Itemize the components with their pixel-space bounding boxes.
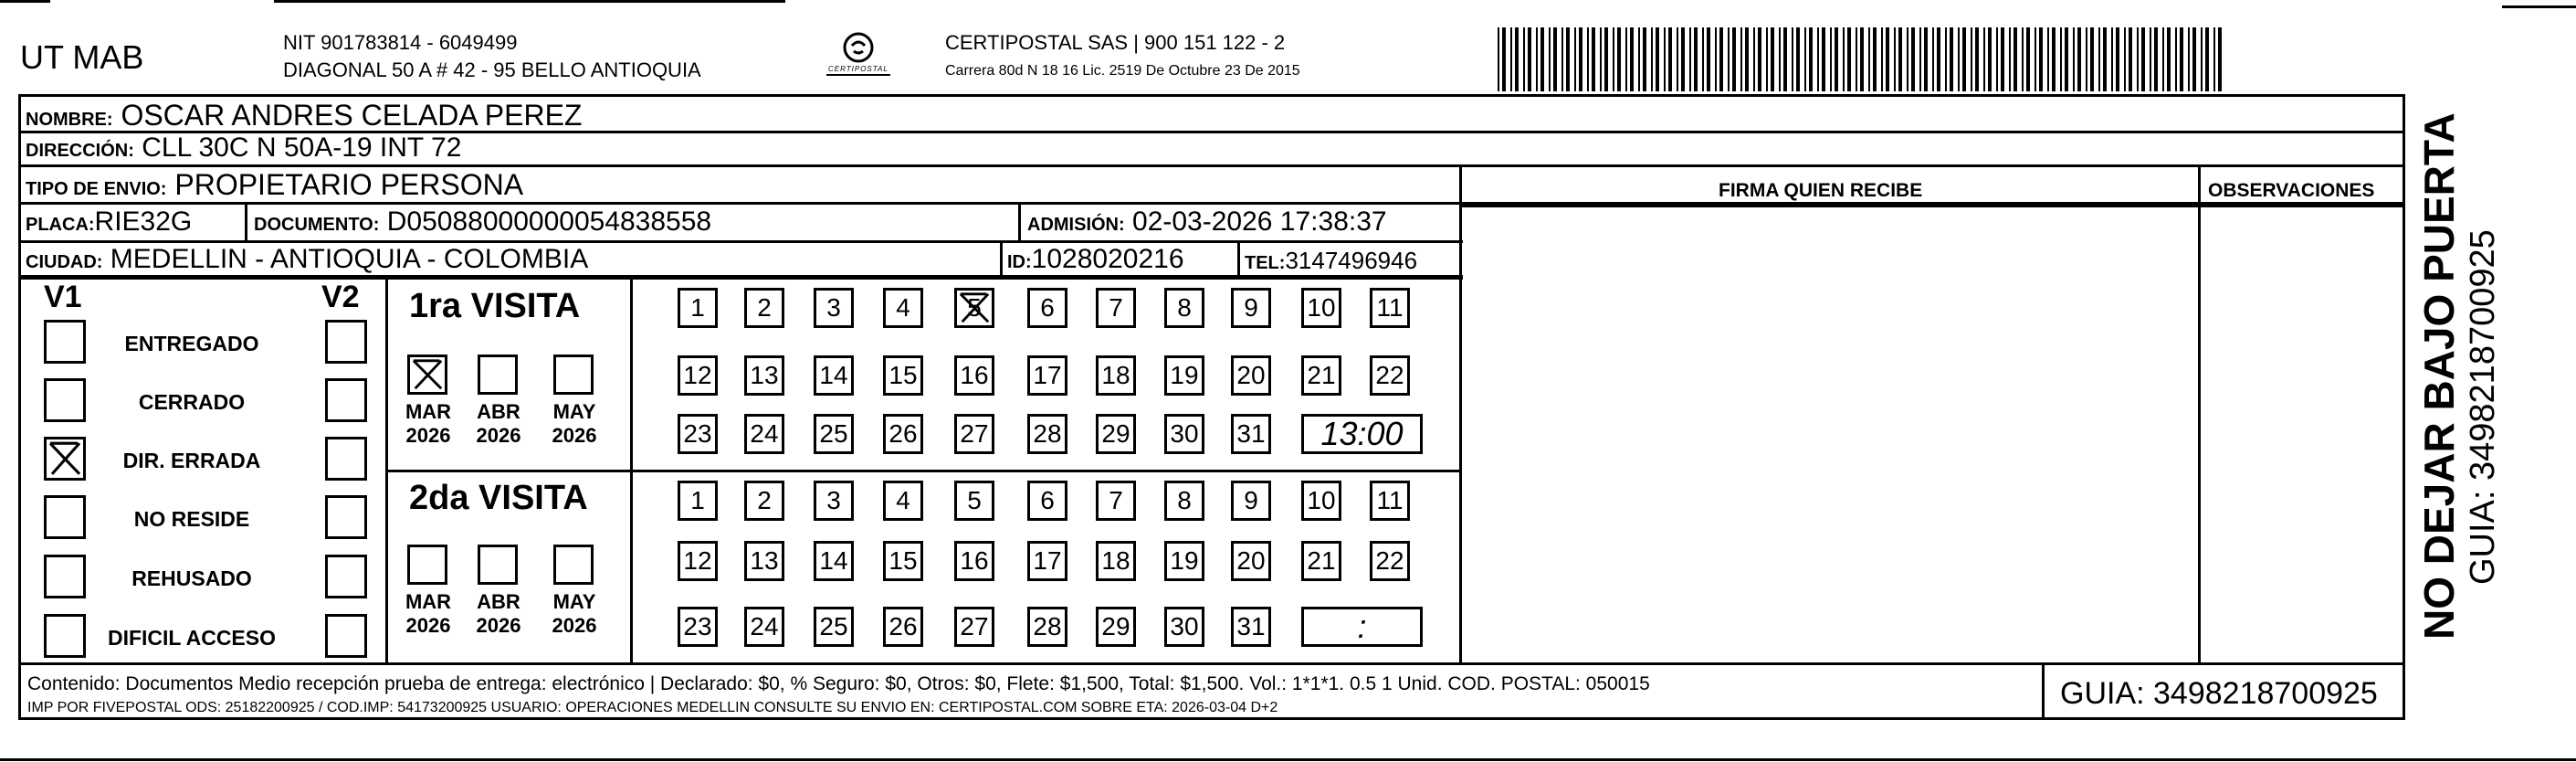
day-box[interactable] — [1027, 481, 1067, 521]
observaciones-header: OBSERVACIONES — [2208, 180, 2375, 201]
logo-text: CERTIPOSTAL — [828, 65, 888, 73]
day-number: 28 — [1033, 612, 1062, 640]
day-box[interactable] — [954, 288, 994, 328]
day-box[interactable] — [814, 607, 854, 647]
day-number: 3 — [826, 486, 841, 514]
month-checkbox[interactable] — [407, 545, 447, 585]
top-rule — [274, 0, 785, 3]
tel-value: 3147496946 — [1285, 247, 1418, 274]
day-number: 26 — [888, 419, 918, 448]
day-number: 25 — [819, 419, 848, 448]
month-year: 2026 — [405, 424, 451, 447]
day-number: 4 — [896, 293, 910, 322]
day-box[interactable] — [1231, 481, 1271, 521]
day-number: 15 — [888, 546, 918, 575]
nombre-row: NOMBRE: OSCAR ANDRES CELADA PEREZ — [26, 99, 583, 132]
day-box[interactable] — [1164, 541, 1204, 581]
day-number: 30 — [1170, 419, 1199, 448]
day-box[interactable] — [1027, 414, 1067, 454]
day-number: 27 — [960, 419, 989, 448]
day-box[interactable] — [1164, 607, 1204, 647]
day-number: 1 — [690, 293, 705, 322]
ciudad-cell: CIUDAD: MEDELLIN - ANTIOQUIA - COLOMBIA — [26, 244, 589, 274]
day-box[interactable] — [954, 355, 994, 396]
day-box[interactable] — [814, 355, 854, 396]
day-box[interactable] — [744, 541, 784, 581]
day-number: 19 — [1170, 361, 1199, 389]
v2-checkbox[interactable] — [325, 555, 367, 598]
day-number: 27 — [960, 612, 989, 640]
day-box[interactable] — [883, 355, 923, 396]
day-box[interactable] — [1231, 607, 1271, 647]
tel-divider — [1237, 240, 1240, 277]
month-checkbox[interactable] — [553, 355, 594, 395]
day-box[interactable] — [678, 607, 718, 647]
day-box[interactable] — [1164, 288, 1204, 328]
status-label: CERRADO — [138, 390, 246, 414]
day-number: 12 — [683, 546, 712, 575]
day-box[interactable] — [954, 607, 994, 647]
status-label: ENTREGADO — [124, 332, 259, 355]
day-number: 26 — [888, 612, 918, 640]
month-checkbox[interactable] — [407, 355, 447, 395]
status-label: REHUSADO — [131, 566, 252, 590]
status-label: DIR. ERRADA — [122, 449, 261, 472]
day-box[interactable] — [1027, 288, 1067, 328]
obs-left-rule — [2198, 164, 2201, 662]
v1-label: V1 — [44, 280, 82, 314]
check-mark-icon — [957, 291, 992, 325]
day-number: 21 — [1307, 361, 1336, 389]
visita2-title: 2da VISITA — [409, 479, 588, 517]
day-box[interactable] — [1096, 607, 1136, 647]
day-box[interactable] — [814, 288, 854, 328]
day-number: 14 — [819, 361, 848, 389]
direccion-row: DIRECCIÓN: CLL 30C N 50A-19 INT 72 — [26, 132, 462, 163]
day-number: 9 — [1244, 486, 1258, 514]
day-box[interactable] — [1231, 288, 1271, 328]
day-number: 18 — [1101, 361, 1130, 389]
day-box[interactable] — [883, 481, 923, 521]
day-box[interactable] — [1301, 355, 1341, 396]
day-box[interactable] — [1096, 481, 1136, 521]
day-box[interactable] — [1231, 414, 1271, 454]
day-number: 2 — [757, 293, 772, 322]
day-number: 29 — [1101, 419, 1130, 448]
day-box[interactable] — [814, 481, 854, 521]
day-box[interactable] — [954, 481, 994, 521]
day-box[interactable] — [1027, 355, 1067, 396]
id-cell: ID:1028020216 — [1007, 244, 1184, 274]
admision-value: 02-03-2026 17:38:37 — [1132, 206, 1387, 237]
month-label: MAR — [405, 400, 452, 423]
v2-label: V2 — [321, 280, 360, 314]
day-box[interactable] — [678, 288, 718, 328]
month-checkbox[interactable] — [553, 545, 594, 585]
day-number: 16 — [960, 361, 989, 389]
day-number: 9 — [1244, 293, 1258, 322]
day-box[interactable] — [1231, 355, 1271, 396]
day-number: 13 — [750, 361, 779, 389]
day-number: 10 — [1307, 486, 1336, 514]
month-label: ABR — [477, 590, 520, 613]
day-number: 6 — [1040, 486, 1055, 514]
company-address: DIAGONAL 50 A # 42 - 95 BELLO ANTIOQUIA — [283, 58, 701, 81]
day-number: 5 — [967, 486, 982, 514]
day-box[interactable] — [678, 414, 718, 454]
month-year: 2026 — [552, 424, 597, 447]
day-box[interactable] — [1231, 541, 1271, 581]
day-number: 31 — [1236, 419, 1266, 448]
row-rule — [18, 240, 1463, 243]
day-number: 17 — [1033, 361, 1062, 389]
visita1-title: 1ra VISITA — [409, 287, 581, 325]
day-number: 19 — [1170, 546, 1199, 575]
tipo-row: TIPO DE ENVIO: PROPIETARIO PERSONA — [26, 168, 524, 201]
day-number: 15 — [888, 361, 918, 389]
side-guia: GUIA: 3498218700925 — [2464, 229, 2502, 585]
visita-split-rule — [385, 470, 1459, 472]
carrier-license: Carrera 80d N 18 16 Lic. 2519 De Octubre 23 De 2015 — [945, 63, 1300, 79]
firma-left-rule — [1459, 164, 1462, 662]
day-box[interactable] — [1164, 355, 1204, 396]
day-number: 3 — [826, 293, 841, 322]
check-mark-icon — [410, 357, 445, 392]
day-number: 12 — [683, 361, 712, 389]
bottom-rule — [0, 758, 2576, 761]
footer-imp: IMP POR FIVEPOSTAL ODS: 25182200925 / COD.IMP: 54173200925 USUARIO: OPERACIONES MEDELLIN CONSULTE SU ENVIO EN: CERTIPOSTAL.COM SOBRE ETA: 2026-03-04 D+2 — [27, 700, 1278, 715]
day-box[interactable] — [744, 414, 784, 454]
day-number: 23 — [683, 419, 712, 448]
v2-checkbox[interactable] — [325, 614, 367, 658]
admision-cell: ADMISIÓN: 02-03-2026 17:38:37 — [1027, 206, 1387, 237]
day-box[interactable] — [1301, 541, 1341, 581]
month-year: 2026 — [476, 424, 521, 447]
company-nit: NIT 901783814 - 6049499 — [283, 31, 518, 54]
day-number: 24 — [750, 419, 779, 448]
day-number: 22 — [1375, 546, 1404, 575]
day-number: 10 — [1307, 293, 1336, 322]
day-box[interactable] — [1027, 607, 1067, 647]
day-number: 8 — [1177, 486, 1192, 514]
day-box[interactable] — [678, 481, 718, 521]
day-box[interactable] — [1370, 481, 1410, 521]
day-number: 13 — [750, 546, 779, 575]
day-box[interactable] — [678, 355, 718, 396]
day-box[interactable] — [744, 288, 784, 328]
day-box[interactable] — [1370, 541, 1410, 581]
tel-cell: TEL:3147496946 — [1245, 247, 1418, 274]
day-number: 7 — [1109, 486, 1123, 514]
day-box[interactable] — [883, 541, 923, 581]
time-box[interactable] — [1301, 607, 1423, 647]
v2-checkbox[interactable] — [325, 320, 367, 364]
day-box[interactable] — [744, 481, 784, 521]
day-number: 5 — [967, 293, 982, 322]
row-rule — [18, 277, 1463, 280]
day-box[interactable] — [1096, 414, 1136, 454]
direccion-value: CLL 30C N 50A-19 INT 72 — [142, 132, 462, 163]
time-value: 13:00 — [1320, 415, 1404, 452]
top-right-rule — [2502, 5, 2576, 8]
day-number: 20 — [1236, 546, 1266, 575]
day-box[interactable] — [1027, 541, 1067, 581]
v2-checkbox[interactable] — [325, 437, 367, 481]
day-box[interactable] — [814, 414, 854, 454]
month-checkbox[interactable] — [478, 355, 518, 395]
day-number: 6 — [1040, 293, 1055, 322]
barcode — [1498, 27, 2228, 91]
day-number: 8 — [1177, 293, 1192, 322]
nombre-value: OSCAR ANDRES CELADA PEREZ — [121, 99, 583, 132]
footer-guia: GUIA: 3498218700925 — [2060, 676, 2378, 711]
day-box[interactable] — [954, 541, 994, 581]
v2-checkbox[interactable] — [325, 495, 367, 539]
month-year: 2026 — [476, 614, 521, 637]
time-box[interactable] — [1301, 414, 1423, 454]
day-box[interactable] — [1370, 288, 1410, 328]
time-value: : — [1357, 608, 1367, 645]
day-number: 2 — [757, 486, 772, 514]
day-box[interactable] — [678, 541, 718, 581]
placa-value: RIE32G — [94, 206, 193, 237]
month-label: MAY — [552, 590, 596, 613]
day-box[interactable] — [1164, 414, 1204, 454]
top-edge-mark — [0, 0, 50, 3]
documento-value: D05088000000054838558 — [386, 206, 712, 237]
month-label: MAY — [552, 400, 596, 423]
month-year: 2026 — [552, 614, 597, 637]
month-label: MAR — [405, 590, 452, 613]
day-box[interactable] — [1301, 481, 1341, 521]
day-box[interactable] — [744, 355, 784, 396]
day-number: 16 — [960, 546, 989, 575]
day-number: 22 — [1375, 361, 1404, 389]
company-name: UT MAB — [20, 38, 144, 76]
day-number: 29 — [1101, 612, 1130, 640]
tipo-value: PROPIETARIO PERSONA — [174, 168, 524, 201]
day-number: 11 — [1376, 293, 1404, 322]
day-box[interactable] — [954, 414, 994, 454]
guia-box-divider — [2042, 662, 2045, 720]
day-number: 11 — [1376, 486, 1404, 514]
day-number: 28 — [1033, 419, 1062, 448]
v2-checkbox[interactable] — [325, 378, 367, 422]
footer-rule — [18, 662, 2405, 665]
day-box[interactable] — [744, 607, 784, 647]
month-year: 2026 — [405, 614, 451, 637]
day-number: 25 — [819, 612, 848, 640]
day-box[interactable] — [1164, 481, 1204, 521]
row-rule — [18, 164, 2405, 167]
day-box[interactable] — [1096, 541, 1136, 581]
day-number: 14 — [819, 546, 848, 575]
month-label: ABR — [477, 400, 520, 423]
day-box[interactable] — [883, 607, 923, 647]
documento-cell: DOCUMENTO: D05088000000054838558 — [254, 206, 712, 237]
status-label: NO RESIDE — [133, 507, 250, 531]
day-box[interactable] — [1096, 355, 1136, 396]
day-number: 20 — [1236, 361, 1266, 389]
day-number: 24 — [750, 612, 779, 640]
day-number: 23 — [683, 612, 712, 640]
day-number: 17 — [1033, 546, 1062, 575]
firma-header: FIRMA QUIEN RECIBE — [1719, 180, 1923, 201]
day-number: 30 — [1170, 612, 1199, 640]
day-number: 1 — [690, 486, 705, 514]
day-box[interactable] — [883, 288, 923, 328]
day-number: 21 — [1307, 546, 1336, 575]
carrier-name: CERTIPOSTAL SAS | 900 151 122 - 2 — [945, 31, 1286, 54]
side-warning: NO DEJAR BAJO PUERTA — [2415, 112, 2463, 640]
day-number: 7 — [1109, 293, 1123, 322]
admision-divider — [1018, 202, 1021, 240]
day-box[interactable] — [1096, 288, 1136, 328]
status-label: DIFICIL ACCESO — [107, 626, 276, 650]
day-number: 4 — [896, 486, 910, 514]
day-box[interactable] — [883, 414, 923, 454]
day-number: 31 — [1236, 612, 1266, 640]
ciudad-value: MEDELLIN - ANTIOQUIA - COLOMBIA — [110, 244, 589, 274]
id-divider — [1000, 240, 1003, 277]
day-box[interactable] — [1370, 355, 1410, 396]
col-header-rule — [1461, 205, 2405, 207]
day-number: 18 — [1101, 546, 1130, 575]
placa-divider — [245, 202, 247, 240]
certipostal-logo — [817, 31, 899, 82]
id-value: 1028020216 — [1031, 244, 1184, 274]
day-box[interactable] — [1301, 288, 1341, 328]
footer-contenido: Contenido: Documentos Medio recepción prueba de entrega: electrónico | Declarado: $0, % Seguro: $0, Otros: $0, Flete: $1,500, Total: $1,500. Vol.: 1*1*1. 0.5 1 Unid. COD. POSTAL: 050015 — [27, 673, 1650, 694]
month-checkbox[interactable] — [478, 545, 518, 585]
day-box[interactable] — [814, 541, 854, 581]
placa-cell: PLACA:RIE32G — [26, 206, 193, 237]
